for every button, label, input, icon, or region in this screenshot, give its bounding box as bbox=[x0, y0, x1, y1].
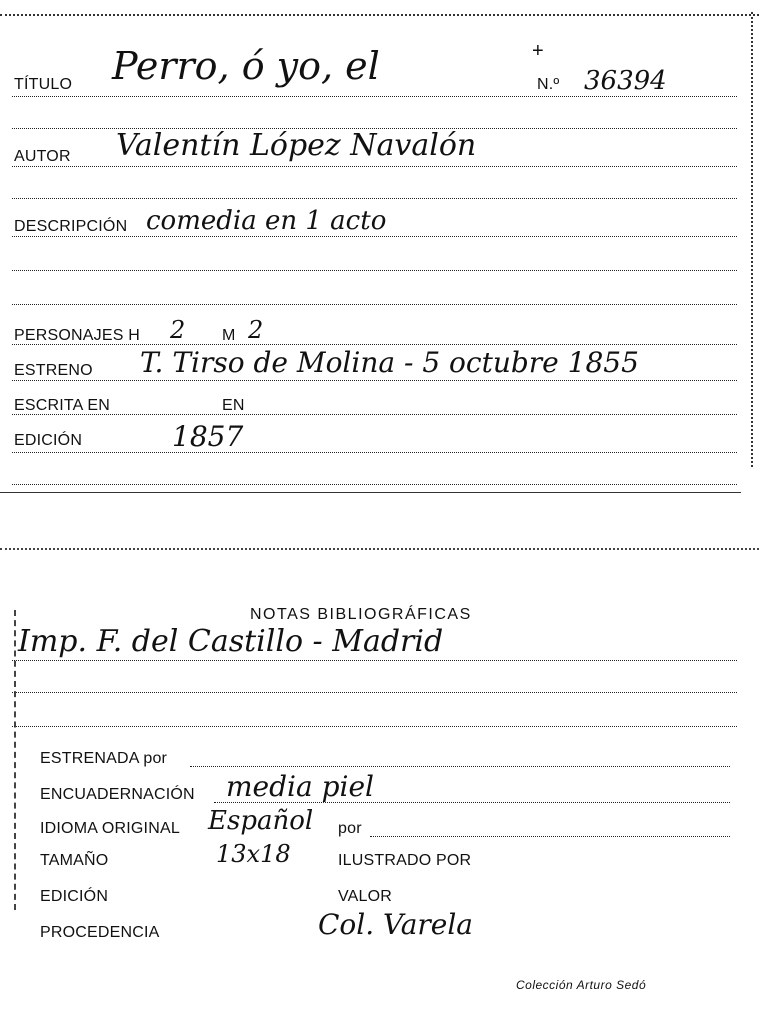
autor-rule bbox=[12, 166, 737, 167]
descripcion-rule bbox=[12, 236, 737, 237]
numero-value: 36394 bbox=[584, 66, 667, 96]
blank-rule-2 bbox=[12, 198, 737, 199]
notas-heading: NOTAS BIBLIOGRÁFICAS bbox=[250, 606, 472, 623]
ilustrado-label: ILUSTRADO POR bbox=[338, 852, 472, 869]
card-back-top-edge bbox=[0, 548, 759, 550]
procedencia-value: Col. Varela bbox=[318, 908, 473, 941]
catalog-card-back bbox=[0, 530, 759, 1028]
notas-rule-2 bbox=[12, 692, 737, 693]
blank-rule-5 bbox=[12, 484, 737, 485]
notas-rule-3 bbox=[12, 726, 737, 727]
descripcion-value: comedia en 1 acto bbox=[146, 206, 387, 236]
card-back-left-edge bbox=[14, 610, 16, 910]
escrita-en-label: ESCRITA EN bbox=[14, 397, 110, 414]
edicion-rule bbox=[12, 452, 737, 453]
encuadernacion-value: media piel bbox=[226, 770, 374, 803]
autor-value: Valentín López Navalón bbox=[116, 128, 477, 163]
tamano-label: TAMAÑO bbox=[40, 852, 109, 869]
encuadernacion-dots bbox=[214, 802, 730, 803]
escrita-rule bbox=[12, 414, 737, 415]
por-label: por bbox=[338, 820, 362, 837]
personajes-m-label: M bbox=[222, 327, 236, 344]
plus-mark: + bbox=[532, 40, 544, 62]
collection-credit: Colección Arturo Sedó bbox=[516, 978, 647, 992]
descripcion-label: DESCRIPCIÓN bbox=[14, 218, 128, 235]
card-right-edge bbox=[751, 12, 753, 467]
personajes-label: PERSONAJES H bbox=[14, 327, 140, 344]
estrenada-label: ESTRENADA por bbox=[40, 750, 168, 767]
titulo-label: TÍTULO bbox=[14, 76, 73, 93]
idioma-label: IDIOMA ORIGINAL bbox=[40, 820, 180, 837]
procedencia-label: PROCEDENCIA bbox=[40, 924, 160, 941]
notas-value: Imp. F. del Castillo - Madrid bbox=[18, 624, 444, 659]
titulo-value: Perro, ó yo, el bbox=[112, 44, 380, 88]
personajes-rule bbox=[12, 344, 737, 345]
catalog-card-front bbox=[0, 0, 759, 495]
estreno-rule bbox=[12, 380, 737, 381]
blank-rule-3 bbox=[12, 270, 737, 271]
valor-label: VALOR bbox=[338, 888, 393, 905]
autor-label: AUTOR bbox=[14, 148, 71, 165]
en-label: EN bbox=[222, 397, 245, 414]
estreno-value: T. Tirso de Molina - 5 octubre 1855 bbox=[140, 346, 639, 379]
idioma-value: Español bbox=[208, 806, 314, 836]
edicion-label: EDICIÓN bbox=[14, 432, 83, 449]
card-divider bbox=[0, 492, 741, 493]
personajes-m-value: 2 bbox=[248, 316, 264, 344]
idioma-dots bbox=[370, 836, 730, 837]
titulo-rule bbox=[12, 96, 737, 97]
personajes-h-value: 2 bbox=[170, 316, 186, 344]
edicion-back-label: EDICIÓN bbox=[40, 888, 109, 905]
card-top-edge bbox=[0, 14, 759, 16]
numero-label: N.º bbox=[537, 76, 560, 93]
notas-rule-1 bbox=[12, 660, 737, 661]
edicion-value: 1857 bbox=[172, 420, 244, 453]
estreno-label: ESTRENO bbox=[14, 362, 93, 379]
blank-rule-4 bbox=[12, 304, 737, 305]
estrenada-dots bbox=[190, 766, 730, 767]
tamano-value: 13x18 bbox=[216, 840, 291, 868]
encuadernacion-label: ENCUADERNACIÓN bbox=[40, 786, 195, 803]
